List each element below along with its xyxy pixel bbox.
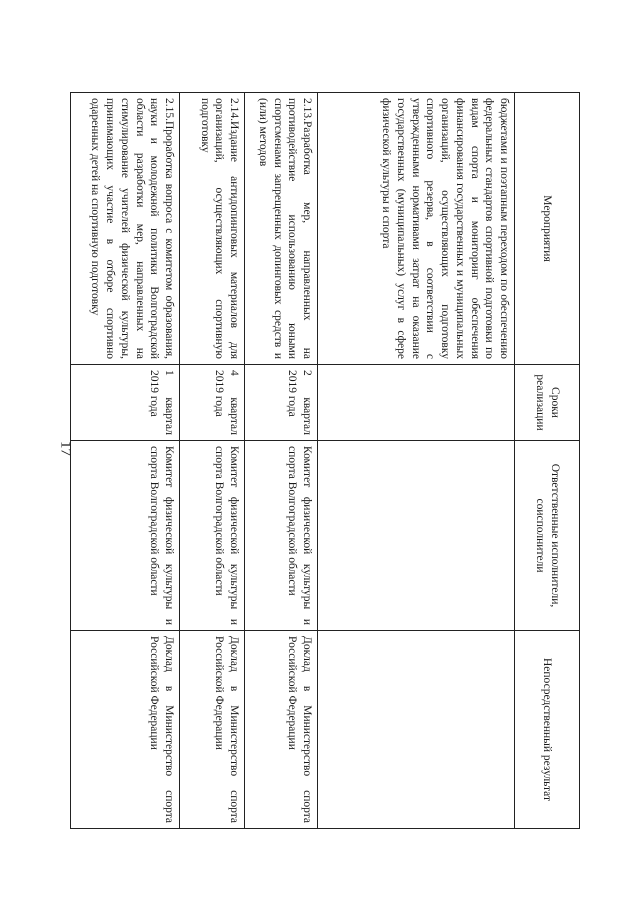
cell-result: Доклад в Министерство спорта Российской Федерации <box>71 631 180 829</box>
header-measures: Мероприятия <box>515 93 580 365</box>
rotated-table-wrapper <box>89 92 580 828</box>
table-row <box>245 93 318 829</box>
cell-result <box>318 631 515 829</box>
cell-term: 2 квартал 2019 года <box>245 365 318 441</box>
header-executors: Ответственные исполнители, соисполнители <box>515 441 580 631</box>
cell-result: Доклад в Министерство спорта Российской Федерации <box>245 631 318 829</box>
cell-term <box>318 365 515 441</box>
cell-executor: Комитет физической культуры и спорта Волгоградской области <box>245 441 318 631</box>
cell-measure: бюджетами и поэтапным переходом по обеспечению федеральных стандартов спортивной подготовки по видам спорта и мониторинг обеспечения финансирования государственных и муниципальных организаций, осуществляющих подготовку спортивного резерва, в соответствии с утвержденными нормативами затрат на оказание государственных (муниципальных) услуг в сфере физической культуры и спорта <box>318 93 515 365</box>
cell-term: 4 квартал 2019 года <box>180 365 245 441</box>
cell-measure: 2.15.Проработка вопроса с комитетом образования, науки и молодежной политики Волгоградской области разработки мер, направленных на стимулирование учителей физической культуры, принимающих участие в отборе спортивно одаренных детей на спортивную подготовку <box>71 93 180 365</box>
measures-table <box>70 92 580 829</box>
page-number: 17 <box>57 441 74 456</box>
cell-term: 1 квартал 2019 года <box>71 365 180 441</box>
cell-executor: Комитет физической культуры и спорта Волгоградской области <box>180 441 245 631</box>
table-header-row <box>515 93 580 829</box>
cell-result: Доклад в Министерство спорта Российской Федерации <box>180 631 245 829</box>
cell-measure: 2.13.Разработка мер, направленных на противодействие использованию юными спортсменами запрещенных допинговых средств и (или) методов <box>245 93 318 365</box>
header-result: Непосредственный результат <box>515 631 580 829</box>
cell-measure: 2.14.Издание антидопинговых материалов для организаций, осуществляющих спортивную подготовку <box>180 93 245 365</box>
table-row <box>318 93 515 829</box>
table-row <box>71 93 180 829</box>
cell-executor <box>318 441 515 631</box>
header-terms: Сроки реализации <box>515 365 580 441</box>
cell-executor: Комитет физической культуры и спорта Волгоградской области <box>71 441 180 631</box>
table-row <box>180 93 245 829</box>
